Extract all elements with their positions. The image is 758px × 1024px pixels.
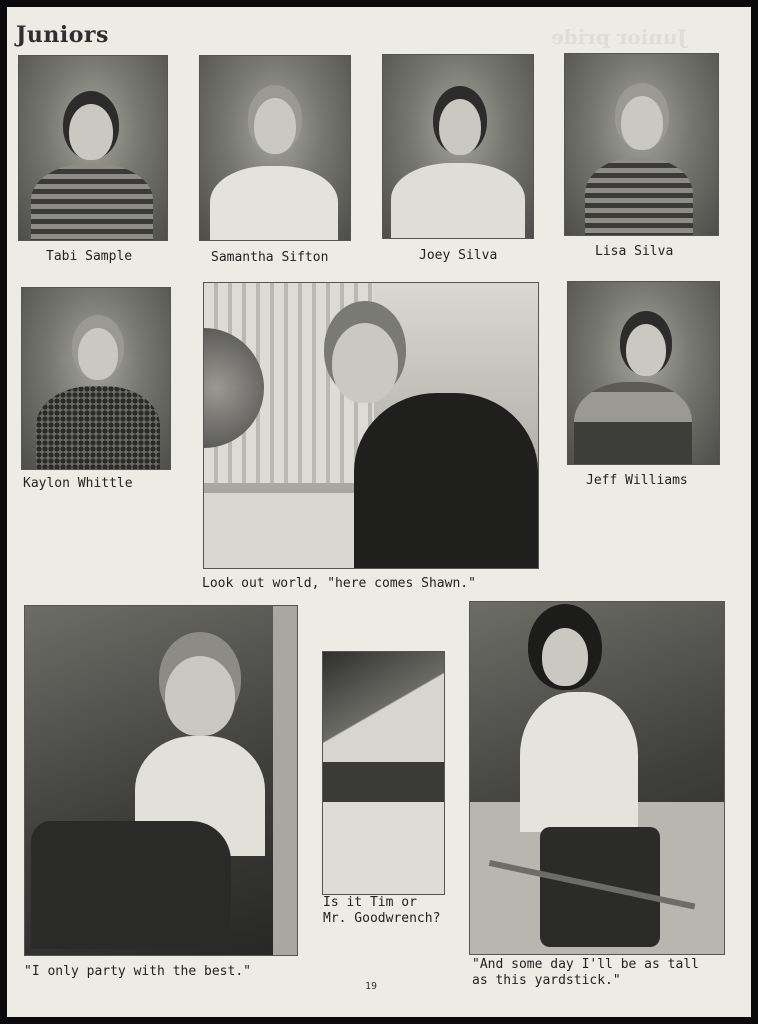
candid-caption: "I only party with the best.": [24, 964, 251, 979]
portrait-body: [31, 164, 153, 241]
portrait-body: [391, 163, 525, 239]
portrait-head: [439, 99, 481, 155]
portrait-head: [626, 324, 666, 376]
candid-caption: Look out world, "here comes Shawn.": [202, 576, 476, 591]
yearbook-page: [7, 7, 751, 1017]
portrait-caption: Joey Silva: [419, 248, 498, 263]
portrait-body: [210, 166, 338, 241]
jeans: [31, 821, 231, 949]
candid-body: [520, 692, 638, 832]
portrait-photo-samantha-sifton: [199, 55, 351, 241]
portrait-photo-tabi-sample: [18, 55, 168, 241]
portrait-caption: Lisa Silva: [595, 244, 674, 259]
portrait-photo-jeff-williams: [567, 281, 720, 465]
portrait-head: [254, 98, 296, 154]
candid-photo-yardstick: [469, 601, 725, 955]
candid-caption: Is it Tim or Mr. Goodwrench?: [323, 895, 441, 926]
page-number: 19: [365, 981, 378, 992]
bleed-through-text: Junior pride: [551, 25, 687, 49]
portrait-caption: Tabi Sample: [46, 249, 133, 264]
candid-head: [542, 628, 588, 686]
candid-head: [332, 323, 398, 403]
car-hood: [323, 652, 444, 762]
portrait-caption: Kaylon Whittle: [23, 476, 133, 491]
portrait-body: [36, 386, 160, 470]
locker: [273, 606, 297, 955]
car-engine: [323, 762, 444, 802]
car-body: [323, 802, 444, 894]
candid-photo-shawn: [203, 282, 539, 569]
portrait-photo-kaylon-whittle: [21, 287, 171, 470]
candid-photo-goodwrench: [322, 651, 445, 895]
portrait-caption: Jeff Williams: [586, 473, 688, 488]
page-title: Juniors: [16, 22, 109, 48]
portrait-photo-joey-silva: [382, 54, 534, 239]
portrait-body: [585, 158, 693, 236]
portrait-head: [78, 328, 118, 380]
portrait-caption: Samantha Sifton: [211, 250, 329, 265]
candid-body: [354, 393, 538, 568]
portrait-body: [574, 382, 692, 465]
candid-head: [165, 656, 235, 736]
candid-caption: "And some day I'll be as tall as this yardstick.": [472, 957, 699, 988]
portrait-photo-lisa-silva: [564, 53, 719, 236]
candid-photo-party: [24, 605, 298, 956]
portrait-head: [69, 104, 113, 160]
portrait-head: [621, 96, 663, 150]
